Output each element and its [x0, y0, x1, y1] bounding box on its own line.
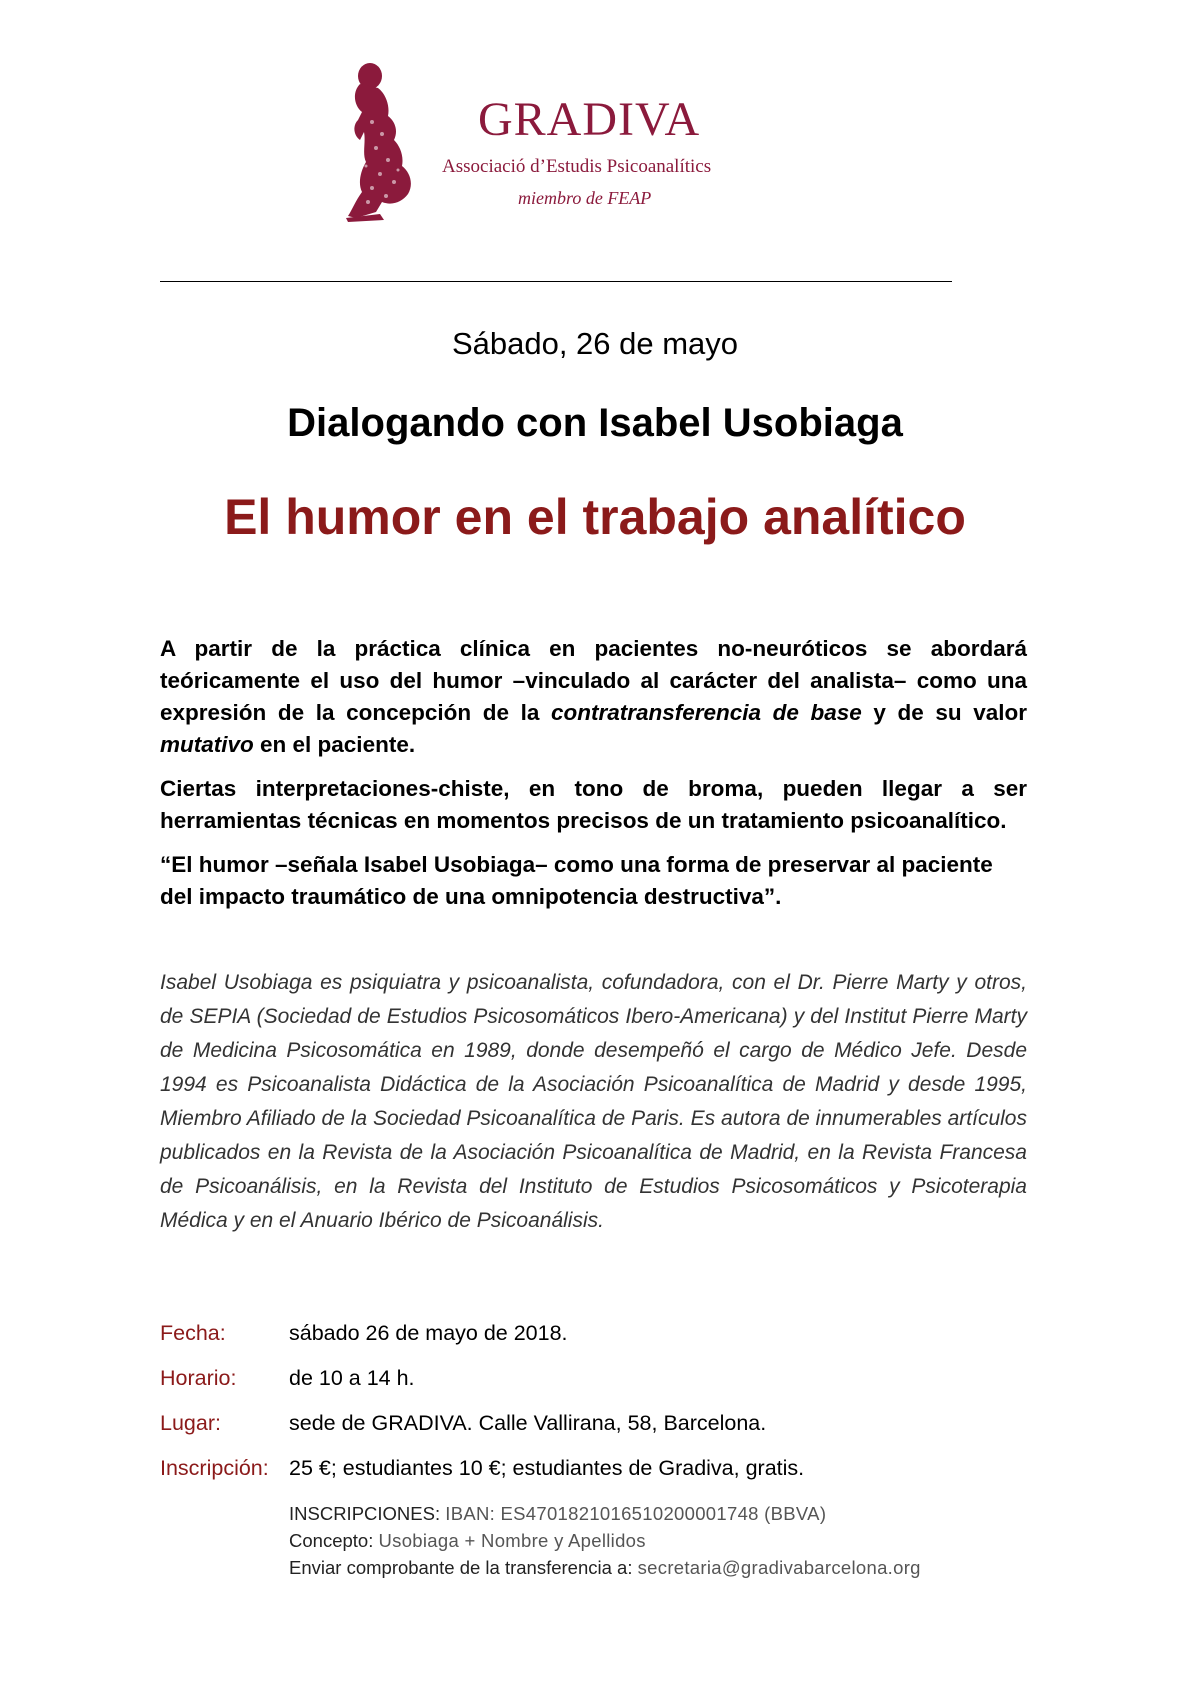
payment-send-line [289, 1554, 921, 1581]
summary-text: y de su valor [861, 700, 1028, 725]
summary-emphasis: mutativo [160, 732, 254, 757]
detail-value: 25 €; estudiantes 10 €; estudiantes de Gradiva, gratis. [289, 1456, 805, 1480]
gradiva-figure-logo [342, 62, 418, 224]
payment-iban-value: IBAN: ES4701821016510200001748 (BBVA) [445, 1503, 827, 1524]
event-details [160, 1318, 1060, 1498]
bio-paragraph: Isabel Usobiaga es psiquiatra y psicoanalista, cofundadora, con el Dr. Pierre Marty y otros, de SEPIA (Sociedad de Estudios Psicosomáticos Ibero-Americana) y del Institut Pierre Marty de Medicina Psicosomática en 1989, donde desempeñó el cargo de Médico Jefe. Desde 1994 es Psicoanalista Didáctica de la Asociación Psicoanalítica de Madrid y desde 1995, Miembro Afiliado de la Sociedad Psicoanalítica de Paris. Es autora de innumerables artículos publicados en la Revista de la Asociación Psicoanalítica de Madrid, en la Revista Francesa de Psicoanálisis, en la Revista del Instituto de Estudios Psicosomáticos y Psicoterapia Médica y en el Anuario Ibérico de Psicoanálisis. [160, 971, 1027, 1232]
org-member-text: miembro de FEAP [518, 188, 652, 208]
summary-paragraph-1 [160, 633, 1027, 761]
detail-row-date [160, 1318, 1060, 1363]
payment-info [289, 1500, 921, 1581]
detail-label: Inscripción: [160, 1456, 269, 1480]
detail-row-registration [160, 1453, 1060, 1498]
summary-text: en el paciente. [253, 732, 416, 757]
detail-label: Lugar: [160, 1411, 221, 1435]
detail-value: sábado 26 de mayo de 2018. [289, 1321, 568, 1345]
payment-iban-line [289, 1500, 921, 1527]
detail-value: sede de GRADIVA. Calle Vallirana, 58, Barcelona. [289, 1411, 767, 1435]
detail-row-location [160, 1408, 1060, 1453]
detail-value: de 10 a 14 h. [289, 1366, 415, 1390]
summary-quote: “El humor –señala Isabel Usobiaga– como una forma de preservar al paciente del impacto traumático de una omnipotencia destructiva”. [160, 852, 993, 909]
detail-label: Fecha: [160, 1321, 226, 1345]
speaker-bio [160, 966, 1027, 1238]
payment-iban-label: INSCRIPCIONES: [289, 1503, 441, 1524]
event-dialogue-heading: Dialogando con Isabel Usobiaga [287, 401, 903, 445]
event-summary [160, 633, 1027, 925]
summary-paragraph-2: Ciertas interpretaciones-chiste, en tono de broma, pueden llegar a ser herramientas técnicas en momentos precisos de un tratamiento psicoanalítico. [160, 776, 1027, 833]
org-subtitle: Associació d’Estudis Psicoanalítics [442, 156, 712, 177]
event-date-heading: Sábado, 26 de mayo [451, 326, 739, 361]
summary-text: A partir de la práctica clínica en pacientes no-neuróticos se abordará teóricamente el uso del humor –vinculado al carácter del analista– como una expresión de la concepción de la [160, 636, 1027, 725]
payment-concept-line [289, 1527, 921, 1554]
detail-row-schedule [160, 1363, 1060, 1408]
payment-email: secretaria@gradivabarcelona.org [637, 1557, 921, 1578]
detail-label: Horario: [160, 1366, 237, 1390]
summary-emphasis: contratransferencia de base [550, 700, 862, 725]
payment-concept-value: Usobiaga + Nombre y Apellidos [378, 1530, 646, 1551]
payment-concept-label: Concepto: [289, 1530, 374, 1551]
event-title: El humor en el trabajo analítico [224, 489, 966, 545]
org-name: GRADIVA [478, 93, 701, 146]
header-divider [160, 281, 952, 282]
payment-send-label: Enviar comprobante de la transferencia a: [289, 1557, 633, 1578]
